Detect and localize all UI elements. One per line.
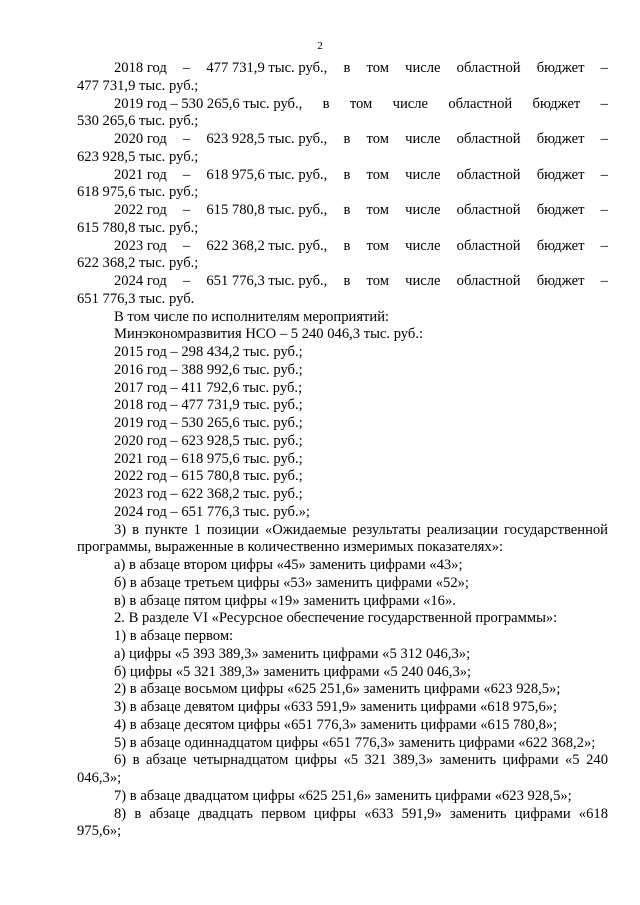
section-2-item: 8) в абзаце двадцать первом цифры «633 591,9» заменить цифрами «618 975,6»; [77, 805, 608, 840]
executor-year-line: 2015 год – 298 434,2 тыс. руб.; [114, 344, 303, 360]
executor-year-line: 2022 год – 615 780,8 тыс. руб.; [114, 468, 303, 485]
executors-intro: В том числе по исполнителям мероприятий: [114, 308, 390, 325]
executor-year-line: 2023 год – 622 368,2 тыс. руб.; [114, 486, 303, 502]
section-2-heading: 2. В разделе VI «Ресурсное обеспечение государственной программы»: [114, 610, 558, 627]
item-3-paragraph: 3) в пункте 1 позиции «Ожидаемые результаты реализации государственной программы, выраженные в количественно измеримых показателях»: [77, 521, 608, 556]
budget-year-line: 2024 год – 651 776,3 тыс. руб., в том числе областной бюджет – [114, 273, 608, 289]
budget-year-continuation: 623 928,5 тыс. руб.; [77, 148, 199, 165]
budget-year-continuation: 530 265,6 тыс. руб.; [77, 113, 199, 130]
budget-year-continuation: 622 368,2 тыс. руб.; [77, 255, 199, 272]
section-2-item-1: 1) в абзаце первом: [114, 628, 234, 644]
budget-year-line: 2021 год – 618 975,6 тыс. руб., в том числе областной бюджет – [114, 166, 608, 183]
section-2-item: 5) в абзаце одиннадцатом цифры «651 776,3» заменить цифрами «622 368,2»; [114, 734, 596, 751]
executor-total: Минэкономразвития НСО – 5 240 046,3 тыс. руб.: [114, 326, 424, 343]
executor-year-line: 2019 год – 530 265,6 тыс. руб.; [114, 415, 303, 431]
budget-year-line: 2022 год – 615 780,8 тыс. руб., в том числе областной бюджет – [114, 202, 608, 218]
page-number: 2 [317, 40, 323, 52]
budget-year-continuation: 651 776,3 тыс. руб. [77, 290, 195, 307]
section-2-item: 6) в абзаце четырнадцатом цифры «5 321 389,3» заменить цифрами «5 240 046,3»; [77, 752, 608, 786]
budget-year-line: 2023 год – 622 368,2 тыс. руб., в том числе областной бюджет – [114, 237, 608, 254]
budget-year-line: 2019 год – 530 265,6 тыс. руб., в том числе областной бюджет – [114, 95, 608, 112]
budget-year-continuation: 615 780,8 тыс. руб.; [77, 219, 199, 236]
executor-year-line: 2020 год – 623 928,5 тыс. руб.; [114, 432, 303, 449]
budget-year-continuation: 618 975,6 тыс. руб.; [77, 184, 199, 201]
document-body [77, 60, 608, 841]
section-2-item: 4) в абзаце десятом цифры «651 776,3» заменить цифрами «615 780,8»; [114, 716, 558, 733]
item-3-sub: а) в абзаце втором цифры «45» заменить цифрами «43»; [114, 557, 463, 573]
section-2-item-1-sub: а) цифры «5 393 389,3» заменить цифрами «5 312 046,3»; [114, 645, 471, 662]
section-2-item: 2) в абзаце восьмом цифры «625 251,6» заменить цифрами «623 928,5»; [114, 681, 561, 698]
executor-year-line: 2016 год – 388 992,6 тыс. руб.; [114, 361, 303, 378]
executor-year-line: 2018 год – 477 731,9 тыс. руб.; [114, 397, 303, 414]
executor-year-line: 2024 год – 651 776,3 тыс. руб.»; [114, 503, 310, 520]
budget-year-line: 2018 год – 477 731,9 тыс. руб., в том числе областной бюджет – [114, 60, 608, 76]
executor-year-line: 2021 год – 618 975,6 тыс. руб.; [114, 450, 303, 467]
section-2-item: 7) в абзаце двадцатом цифры «625 251,6» заменить цифрами «623 928,5»; [114, 787, 572, 804]
section-2-item-1-sub: б) цифры «5 321 389,3» заменить цифрами «5 240 046,3»; [114, 663, 472, 680]
executor-year-line: 2017 год – 411 792,6 тыс. руб.; [114, 379, 303, 396]
budget-year-line: 2020 год – 623 928,5 тыс. руб., в том числе областной бюджет – [114, 131, 608, 147]
section-2-item: 3) в абзаце девятом цифры «633 591,9» заменить цифрами «618 975,6»; [114, 699, 558, 715]
budget-year-continuation: 477 731,9 тыс. руб.; [77, 77, 199, 94]
item-3-sub: в) в абзаце пятом цифры «19» заменить цифрами «16». [114, 592, 456, 609]
item-3-sub: б) в абзаце третьем цифры «53» заменить цифрами «52»; [114, 574, 469, 591]
